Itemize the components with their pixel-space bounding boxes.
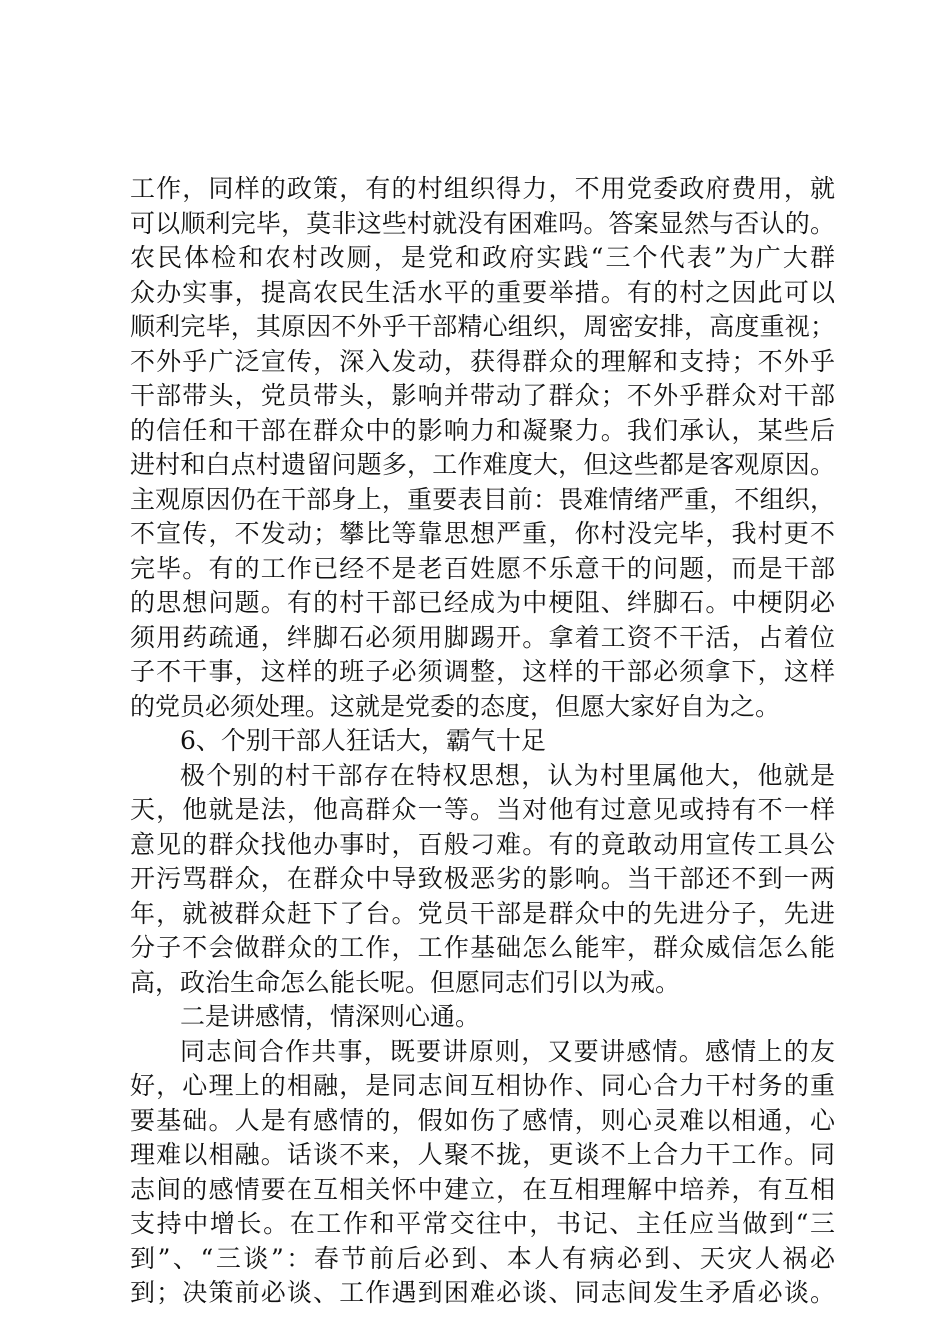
text-line: 主观原因仍在干部身上，重要表目前：畏难情绪严重，不组织，: [130, 484, 835, 514]
text-line: 天，他就是法，他高群众一等。当对他有过意见或持有不一样: [130, 795, 835, 824]
section-heading: 二是讲感情，情深则心通。: [180, 1002, 481, 1031]
text-line: 同志间合作共事，既要讲原则，又要讲感情。感情上的友: [180, 1036, 835, 1066]
text-line: 工作，同样的政策，有的村组织得力，不用党委政府费用，就: [130, 174, 835, 203]
text-line: 完毕。有的工作已经不是老百姓愿不乐意干的问题，而是干部: [130, 553, 835, 583]
text-line: 高，政治生命怎么能长呢。但愿同志们引以为戒。: [130, 967, 681, 997]
document-body: [130, 172, 835, 1311]
text-line: 可以顺利完毕，莫非这些村就没有困难吗。答案显然与否认的。: [130, 208, 835, 238]
text-line: 不宣传，不发动；攀比等靠思想严重，你村没完毕，我村更不: [130, 519, 835, 548]
text-line: 不外乎广泛宣传，深入发动，获得群众的理解和支持；不外乎: [130, 346, 835, 376]
text-line: 理难以相融。话谈不来，人聚不拢，更谈不上合力干工作。同: [130, 1140, 835, 1169]
text-line: 年，就被群众赶下了台。党员干部是群众中的先进分子，先进: [130, 898, 835, 928]
text-line: 的思想问题。有的村干部已经成为中梗阻、绊脚石。中梗阴必: [130, 588, 835, 617]
section-heading: 6、个别干部人狂话大，霸气十足: [180, 726, 546, 755]
text-line: 的信任和干部在群众中的影响力和凝聚力。我们承认，某些后: [130, 415, 835, 445]
text-line: 志间的感情要在互相关怀中建立，在互相理解中培养，有互相: [130, 1174, 835, 1204]
text-line: 干部带头，党员带头，影响并带动了群众；不外乎群众对干部: [130, 381, 835, 410]
text-line: 到”、“三谈”：春节前后必到、本人有病必到、天灾人祸必: [130, 1243, 835, 1273]
text-line: 开污骂群众，在群众中导致极恶劣的影响。当干部还不到一两: [130, 864, 835, 893]
text-line: 顺利完毕，其原因不外乎干部精心组织，周密安排，高度重视；: [130, 312, 835, 341]
text-line: 要基础。人是有感情的，假如伤了感情，则心灵难以相通，心: [130, 1105, 835, 1135]
text-line: 进村和白点村遗留问题多，工作难度大，但这些都是客观原因。: [130, 450, 835, 479]
text-line: 支持中增长。在工作和平常交往中，书记、主任应当做到“三: [130, 1209, 835, 1238]
text-line: 分子不会做群众的工作，工作基础怎么能牢，群众威信怎么能: [130, 933, 835, 962]
text-line: 到；决策前必谈、工作遇到困难必谈、同志间发生矛盾必谈。: [130, 1278, 835, 1307]
text-line: 农民体检和农村改厕，是党和政府实践“三个代表”为广大群: [130, 243, 835, 272]
text-line: 须用药疏通，绊脚石必须用脚踢开。拿着工资不干活，占着位: [130, 622, 835, 652]
text-line: 众办实事，提高农民生活水平的重要举措。有的村之因此可以: [130, 277, 835, 307]
text-line: 好，心理上的相融，是同志间互相协作、同心合力干村务的重: [130, 1071, 835, 1100]
text-line: 的党员必须处理。这就是党委的态度，但愿大家好自为之。: [130, 691, 781, 721]
text-line: 子不干事，这样的班子必须调整，这样的干部必须拿下，这样: [130, 657, 835, 686]
text-line: 意见的群众找他办事时，百般刁难。有的竟敢动用宣传工具公: [130, 829, 835, 859]
text-line: 极个别的村干部存在特权思想，认为村里属他大，他就是: [180, 760, 835, 790]
